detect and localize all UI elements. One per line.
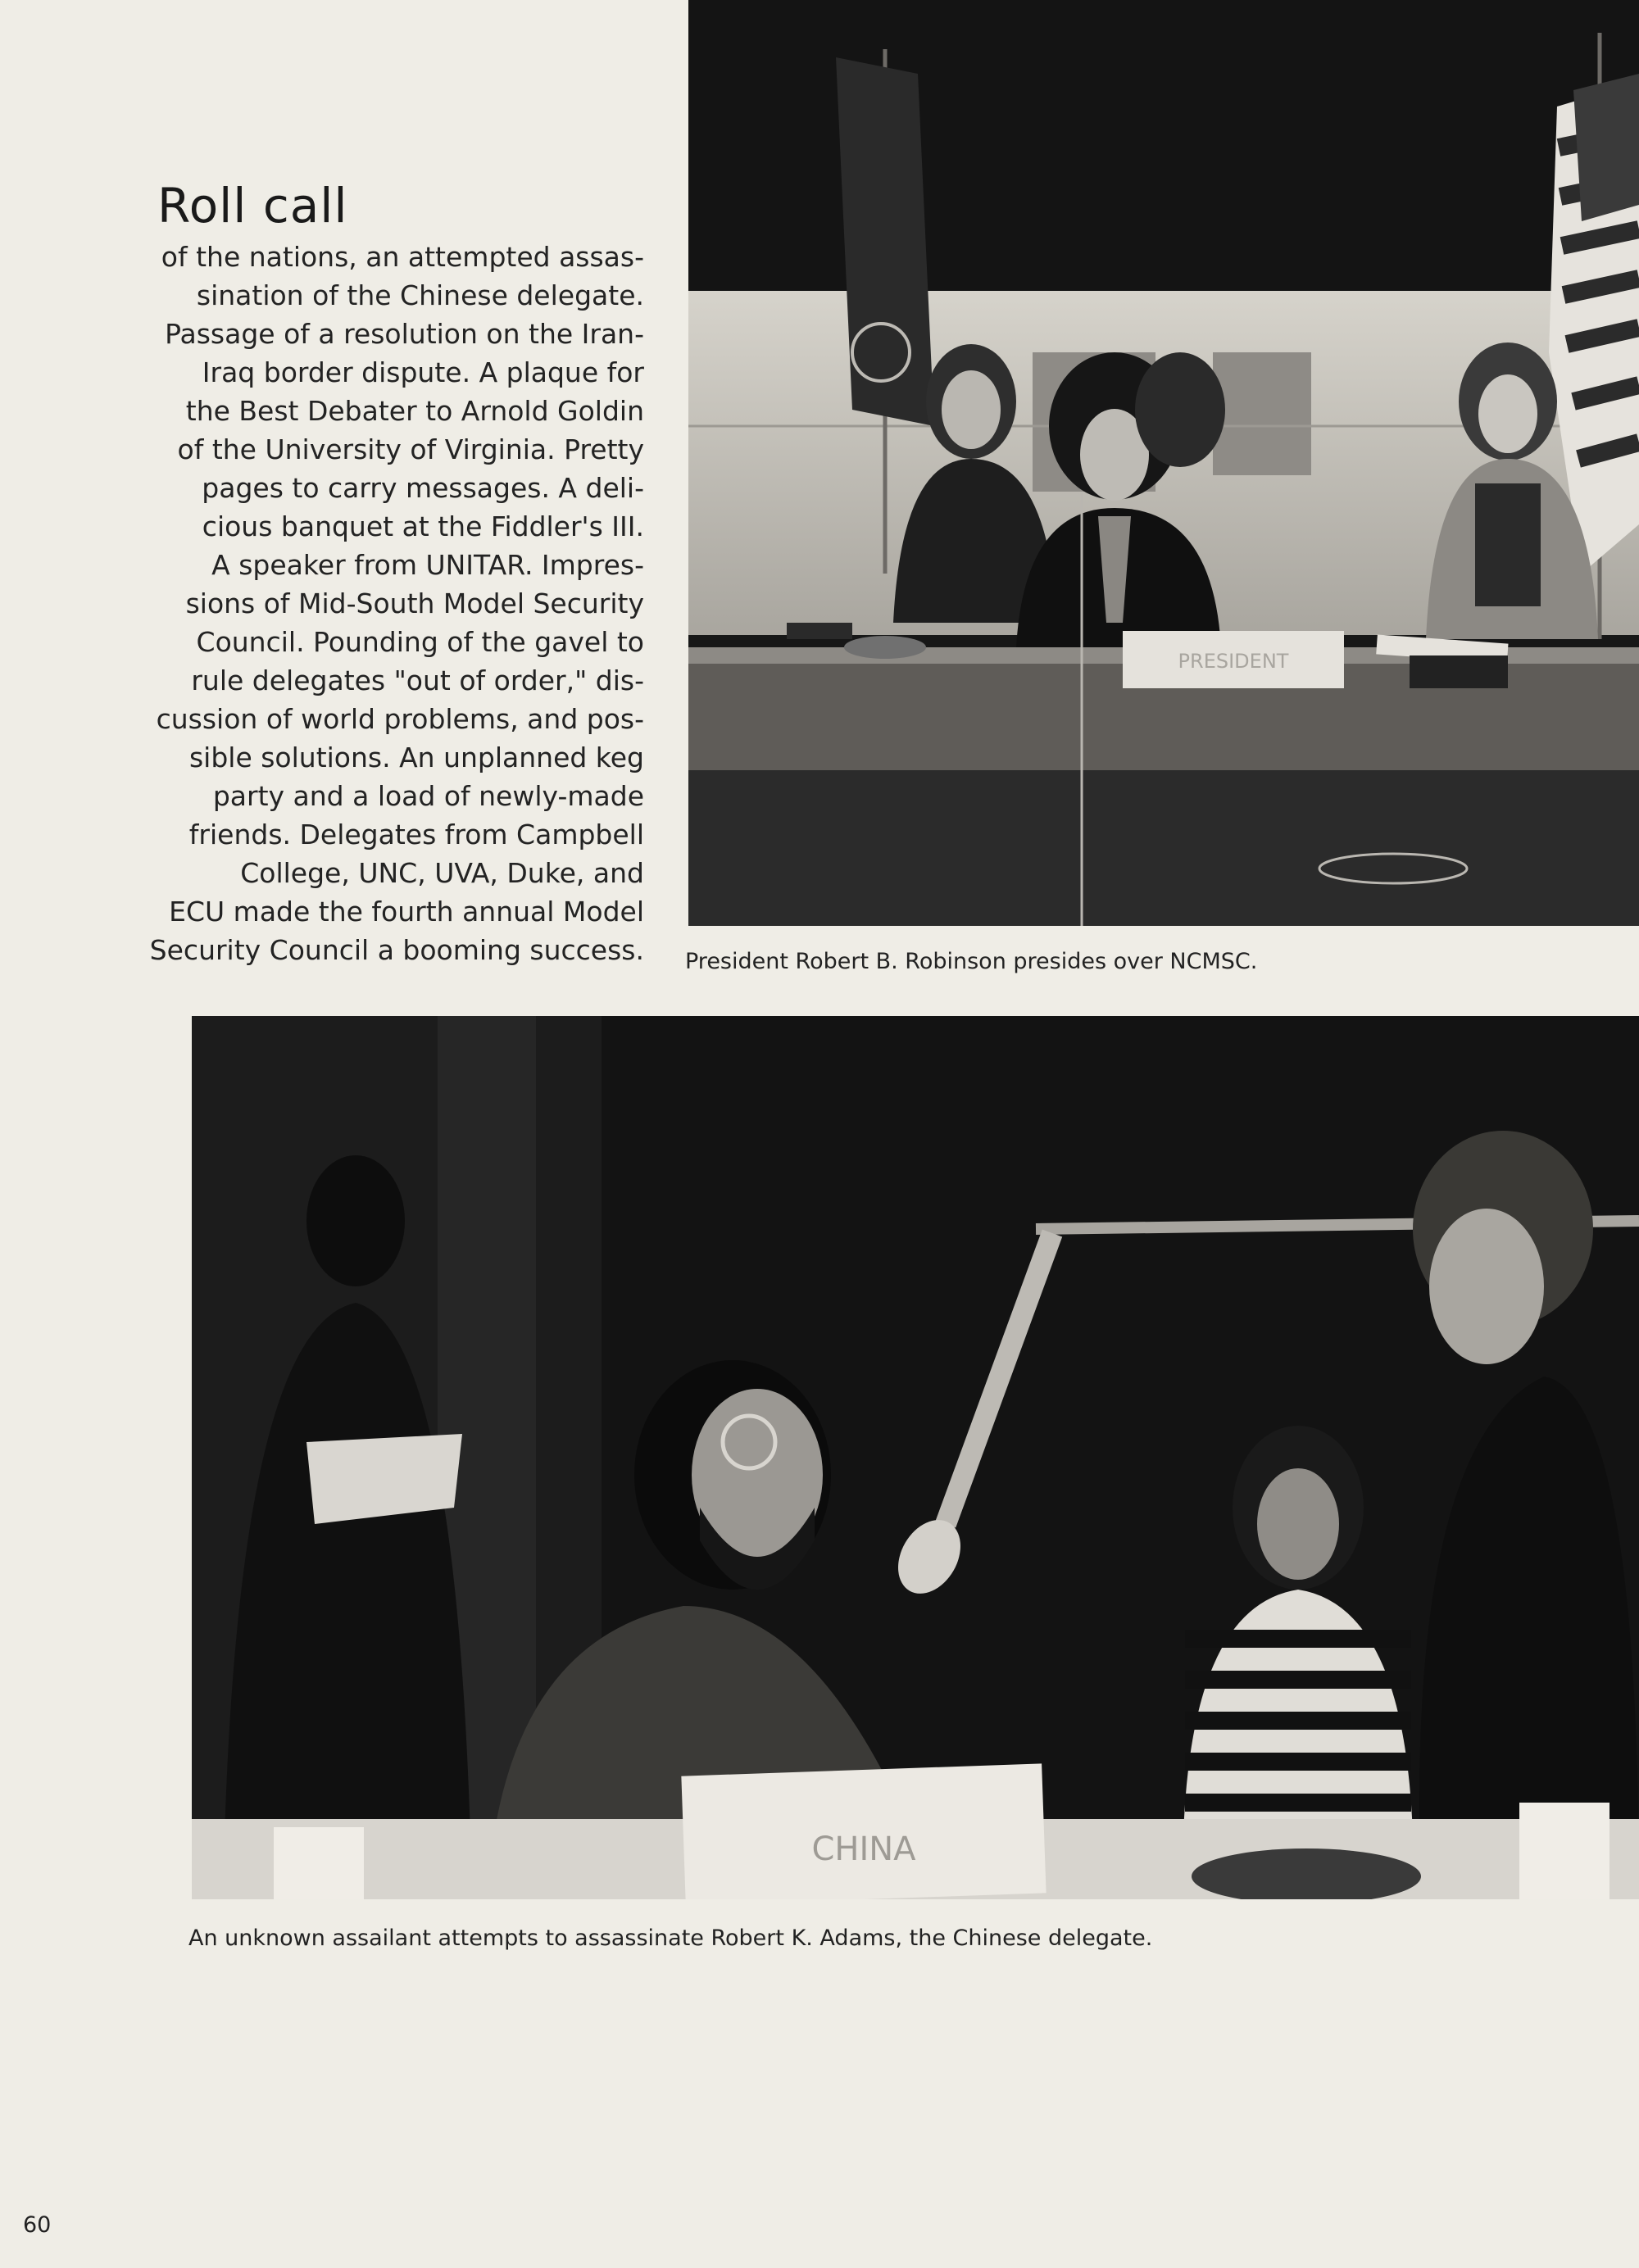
page-number: 60	[23, 2212, 52, 2238]
body-line: of the University of Virginia. Pretty	[177, 433, 644, 465]
body-line: ECU made the fourth annual Model	[169, 896, 644, 928]
president-nameplate: PRESIDENT	[1178, 650, 1289, 673]
caption-assassination: An unknown assailant attempts to assassinate Robert K. Adams, the Chinese delegate.	[188, 1926, 1153, 1951]
article-heading: Roll call	[157, 178, 348, 234]
photo-mock-assassination	[192, 1016, 1639, 1899]
body-line: friends. Delegates from Campbell	[188, 819, 644, 850]
body-line: rule delegates "out of order," dis-	[191, 665, 644, 696]
photo-president-illustration	[688, 0, 1639, 926]
body-line: cious banquet at the Fiddler's III.	[202, 510, 644, 542]
caption-president: President Robert B. Robinson presides over NCMSC.	[685, 949, 1258, 974]
china-nameplate: CHINA	[811, 1830, 916, 1868]
body-line: pages to carry messages. A deli-	[202, 472, 644, 504]
body-line: party and a load of newly-made	[212, 780, 644, 812]
body-line: A speaker from UNITAR. Impres-	[211, 549, 644, 581]
article-body	[149, 238, 644, 969]
body-line: sible solutions. An unplanned keg	[188, 742, 644, 773]
body-line: sions of Mid-South Model Security	[185, 587, 644, 619]
photo-assassination-illustration	[192, 1016, 1639, 1899]
body-line: sination of the Chinese delegate.	[196, 279, 644, 311]
body-line: College, UNC, UVA, Duke, and	[240, 857, 644, 889]
body-line: Security Council a booming success.	[149, 934, 644, 966]
body-line: Passage of a resolution on the Iran-	[165, 318, 644, 350]
photo-president-presiding	[688, 0, 1639, 926]
body-line: cussion of world problems, and pos-	[156, 703, 644, 735]
body-line: of the nations, an attempted assas-	[161, 241, 644, 273]
body-line: the Best Debater to Arnold Goldin	[185, 395, 644, 427]
body-line: Iraq border dispute. A plaque for	[202, 356, 644, 388]
body-line: Council. Pounding of the gavel to	[196, 626, 644, 658]
